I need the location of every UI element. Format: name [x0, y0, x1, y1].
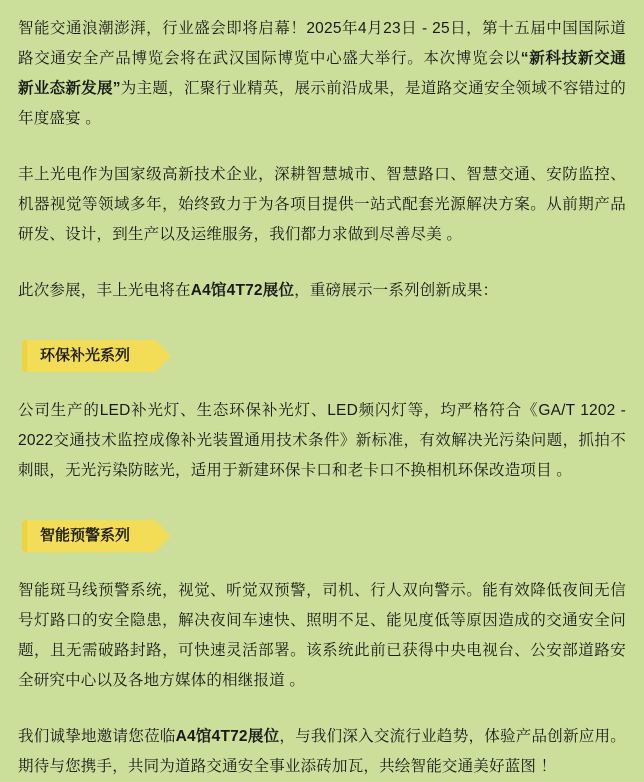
- paragraph-smart-warning-body: 智能斑马线预警系统，视觉、听觉双预警，司机、行人双向警示。能有效降低夜间无信号灯路口的安全隐患，解决夜间车速快、照明不足、能见度低等原因造成的交通安全问题，且无需破路封路，可快速灵活部署。该系统此前已获得中央电视台、公安部道路安全研究中心以及各地方媒体的相继报道 。: [18, 582, 626, 689]
- intro-text-part2: 为主题，汇聚行业精英，展示前沿成果，是道路交通安全领域不容错过的年度盛宴 。: [18, 80, 627, 127]
- paragraph-booth-announcement: [18, 276, 626, 306]
- intro-text-part1: 智能交通浪潮澎湃，行业盛会即将启幕！2025年4月23日 - 25日，第十五届中国国际道路交通安全产品博览会将在武汉国际博览中心盛大举行。本次博览会以: [18, 20, 626, 67]
- paragraph-closing-invitation: [18, 722, 626, 782]
- section-heading-smart-warning: [22, 520, 626, 554]
- section-ribbon-label: 智能预警系列: [22, 520, 156, 552]
- section-ribbon-label: 环保补光系列: [22, 340, 156, 372]
- spacer: [18, 306, 626, 340]
- spacer: [18, 486, 626, 520]
- closing-booth-highlight: A4馆4T72展位: [175, 728, 280, 745]
- paragraph-eco-lighting-body: 公司生产的LED补光灯、生态环保补光灯、LED频闪灯等，均严格符合《GA/T 1202 - 2022交通技术监控成像补光装置通用技术条件》新标准，有效解决光污染问题，抓拍不刺眼，无光污染防眩光，适用于新建环保卡口和老卡口不换相机环保改造项目 。: [18, 402, 626, 479]
- booth-text-part1: 此次参展，丰上光电将在: [18, 282, 191, 299]
- closing-text-part1: 我们诚挚地邀请您莅临: [18, 728, 176, 745]
- paragraph-company-profile: 丰上光电作为国家级高新技术企业，深耕智慧城市、智慧路口、智慧交通、安防监控、机器视觉等领域多年，始终致力于为各项目提供一站式配套光源解决方案。从前期产品研发、设计，到生产以及运维服务，我们都力求做到尽善尽美 。: [18, 166, 626, 243]
- paragraph-intro: [18, 14, 626, 134]
- section-heading-eco-lighting: [22, 340, 626, 374]
- spacer: [18, 134, 626, 160]
- expo-theme-quote: “新科技新交通 新业态新发展”: [18, 50, 627, 97]
- spacer: [18, 250, 626, 276]
- booth-text-part2: ，重磅展示一系列创新成果：: [294, 282, 499, 299]
- spacer: [18, 558, 626, 576]
- spacer: [18, 378, 626, 396]
- booth-number-highlight: A4馆4T72展位: [190, 282, 295, 299]
- closing-text-part2: ，与我们深入交流行业趋势，体验产品创新应用。期待与您携手，共同为道路交通安全事业添砖加瓦，共绘智能交通美好蓝图 ！: [18, 728, 626, 775]
- spacer: [18, 696, 626, 722]
